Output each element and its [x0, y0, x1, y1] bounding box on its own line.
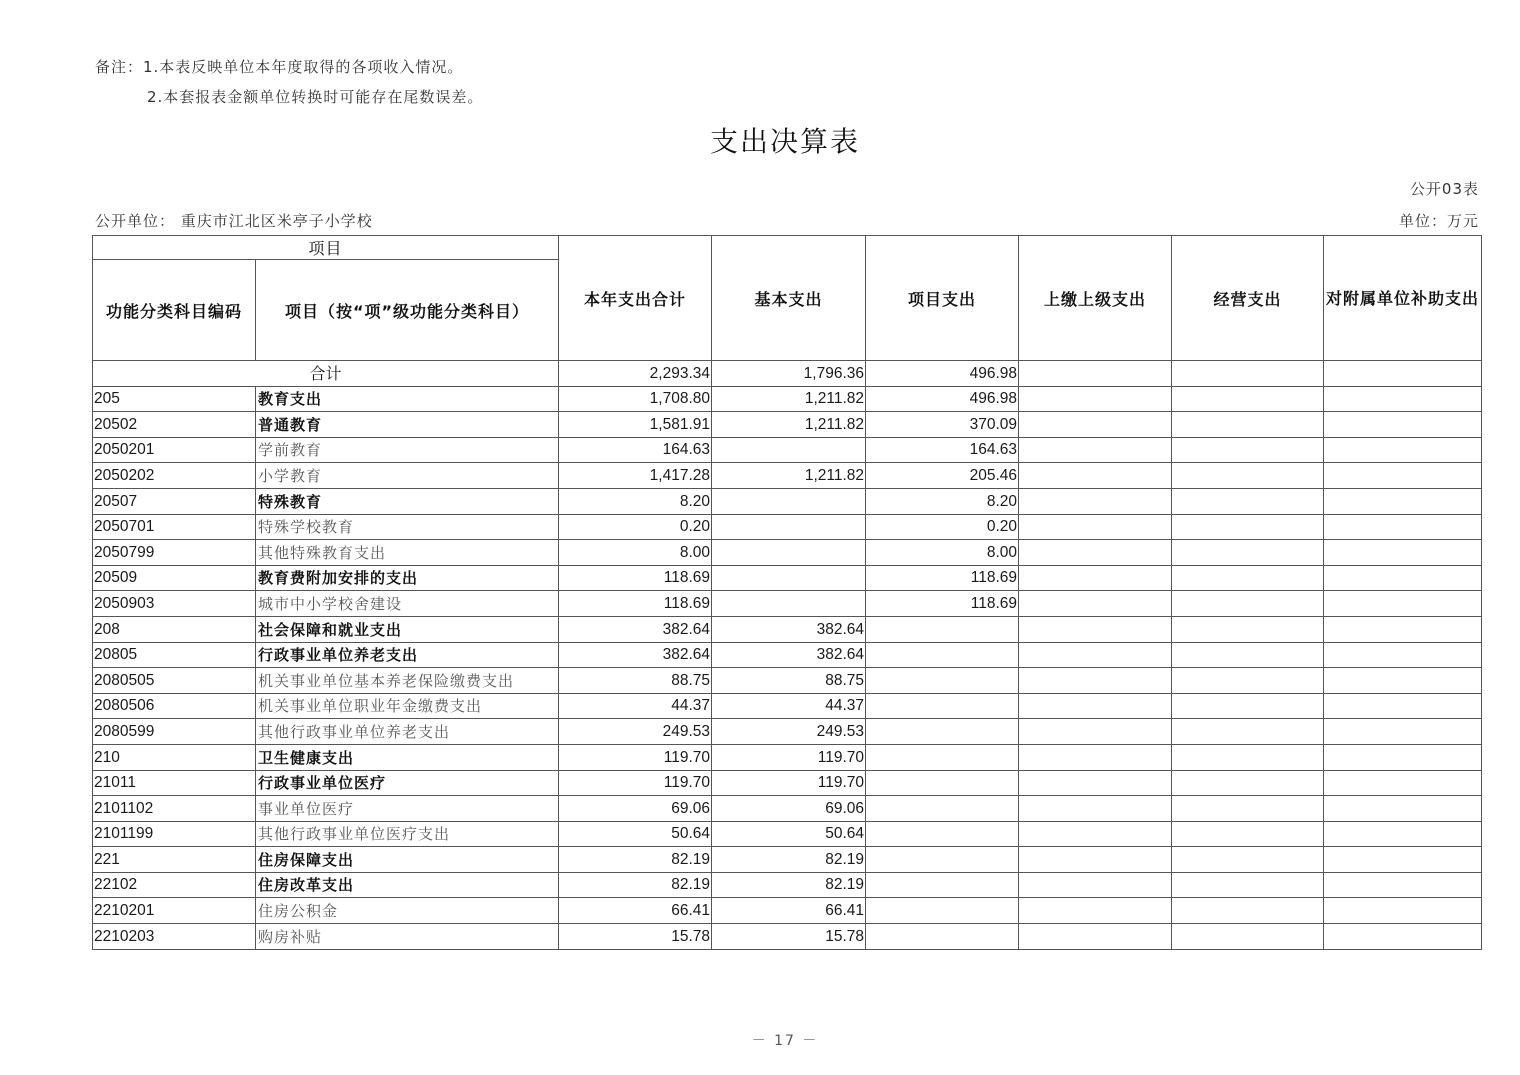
table-row [93, 437, 1482, 463]
table-row [93, 898, 1482, 924]
cell-business [1172, 514, 1324, 540]
cell-name: 城市中小学校舍建设 [256, 591, 559, 617]
cell-subsidy [1324, 386, 1482, 412]
cell-subsidy [1324, 847, 1482, 873]
cell-code: 20805 [93, 642, 256, 668]
header-code: 功能分类科目编码 [93, 260, 256, 361]
cell-project: 118.69 [866, 565, 1019, 591]
cell-code: 210 [93, 744, 256, 770]
cell-total: 1,581.91 [559, 412, 712, 438]
cell-name: 住房公积金 [256, 898, 559, 924]
table-row [93, 924, 1482, 950]
cell-project [866, 744, 1019, 770]
cell-name: 其他行政事业单位医疗支出 [256, 821, 559, 847]
cell-business [1172, 463, 1324, 489]
cell-code: 2050799 [93, 540, 256, 566]
cell-name: 行政事业单位医疗 [256, 770, 559, 796]
cell-project [866, 796, 1019, 822]
cell-code: 221 [93, 847, 256, 873]
cell-code: 2080599 [93, 719, 256, 745]
cell-upper [1019, 616, 1172, 642]
reporting-unit: 公开单位： 重庆市江北区米亭子小学校 [95, 212, 373, 230]
cell-project: 8.20 [866, 488, 1019, 514]
cell-total: 164.63 [559, 437, 712, 463]
cell-subsidy [1324, 898, 1482, 924]
cell-basic: 69.06 [712, 796, 866, 822]
cell-upper [1019, 847, 1172, 873]
cell-total: 118.69 [559, 565, 712, 591]
cell-total: 2,293.34 [559, 361, 712, 387]
header-project-expense: 项目支出 [866, 236, 1019, 361]
cell-project [866, 898, 1019, 924]
cell-basic: 50.64 [712, 821, 866, 847]
header-total: 本年支出合计 [559, 236, 712, 361]
cell-business [1172, 924, 1324, 950]
cell-basic [712, 488, 866, 514]
cell-name: 机关事业单位职业年金缴费支出 [256, 693, 559, 719]
table-row [93, 668, 1482, 694]
cell-code: 20507 [93, 488, 256, 514]
cell-code: 2050202 [93, 463, 256, 489]
table-row [93, 796, 1482, 822]
cell-subsidy [1324, 642, 1482, 668]
cell-upper [1019, 668, 1172, 694]
cell-code: 22102 [93, 872, 256, 898]
header-basic: 基本支出 [712, 236, 866, 361]
table-row [93, 386, 1482, 412]
cell-project: 8.00 [866, 540, 1019, 566]
cell-basic: 382.64 [712, 642, 866, 668]
table-body [93, 361, 1482, 950]
cell-upper [1019, 898, 1172, 924]
cell-code: 21011 [93, 770, 256, 796]
table-row [93, 488, 1482, 514]
cell-subsidy [1324, 796, 1482, 822]
cell-project: 205.46 [866, 463, 1019, 489]
cell-code: 2050903 [93, 591, 256, 617]
cell-business [1172, 770, 1324, 796]
cell-basic: 119.70 [712, 770, 866, 796]
table-row [93, 821, 1482, 847]
cell-name: 特殊学校教育 [256, 514, 559, 540]
cell-business [1172, 540, 1324, 566]
note-line-1: 备注：1.本表反映单位本年度取得的各项收入情况。 [95, 58, 464, 76]
expenditure-table [92, 235, 1482, 950]
cell-basic [712, 514, 866, 540]
cell-subsidy [1324, 540, 1482, 566]
cell-basic: 1,211.82 [712, 463, 866, 489]
cell-name: 事业单位医疗 [256, 796, 559, 822]
cell-total: 382.64 [559, 642, 712, 668]
cell-upper [1019, 488, 1172, 514]
table-row [93, 744, 1482, 770]
cell-business [1172, 898, 1324, 924]
cell-name: 社会保障和就业支出 [256, 616, 559, 642]
table-row [93, 616, 1482, 642]
cell-upper [1019, 872, 1172, 898]
table-number: 公开03表 [1409, 180, 1479, 198]
cell-upper [1019, 437, 1172, 463]
cell-business [1172, 412, 1324, 438]
cell-basic: 82.19 [712, 847, 866, 873]
cell-business [1172, 847, 1324, 873]
cell-name: 其他行政事业单位养老支出 [256, 719, 559, 745]
cell-total: 69.06 [559, 796, 712, 822]
table-row [93, 693, 1482, 719]
cell-total: 15.78 [559, 924, 712, 950]
table-row [93, 412, 1482, 438]
table-row [93, 847, 1482, 873]
table-row [93, 463, 1482, 489]
cell-total: 118.69 [559, 591, 712, 617]
table-row [93, 514, 1482, 540]
cell-basic: 1,796.36 [712, 361, 866, 387]
cell-name: 行政事业单位养老支出 [256, 642, 559, 668]
header-name: 项目（按“项”级功能分类科目） [256, 260, 559, 361]
cell-total: 0.20 [559, 514, 712, 540]
cell-business [1172, 386, 1324, 412]
cell-business [1172, 437, 1324, 463]
cell-total: 50.64 [559, 821, 712, 847]
cell-business [1172, 872, 1324, 898]
cell-upper [1019, 361, 1172, 387]
cell-name: 小学教育 [256, 463, 559, 489]
cell-code: 2050701 [93, 514, 256, 540]
cell-subsidy [1324, 616, 1482, 642]
cell-code: 2101199 [93, 821, 256, 847]
cell-business [1172, 591, 1324, 617]
header-subsidy: 对附属单位补助支出 [1324, 236, 1482, 361]
cell-total: 8.20 [559, 488, 712, 514]
cell-name: 机关事业单位基本养老保险缴费支出 [256, 668, 559, 694]
cell-subsidy [1324, 591, 1482, 617]
cell-subsidy [1324, 924, 1482, 950]
cell-code: 2080505 [93, 668, 256, 694]
total-label: 合计 [93, 361, 559, 387]
cell-upper [1019, 821, 1172, 847]
table-row [93, 719, 1482, 745]
cell-basic: 119.70 [712, 744, 866, 770]
cell-business [1172, 616, 1324, 642]
cell-basic [712, 591, 866, 617]
cell-project [866, 924, 1019, 950]
cell-upper [1019, 463, 1172, 489]
cell-name: 卫生健康支出 [256, 744, 559, 770]
cell-project: 164.63 [866, 437, 1019, 463]
cell-subsidy [1324, 412, 1482, 438]
cell-total: 88.75 [559, 668, 712, 694]
cell-basic: 249.53 [712, 719, 866, 745]
cell-name: 其他特殊教育支出 [256, 540, 559, 566]
note-line-2: 2.本套报表金额单位转换时可能存在尾数误差。 [147, 88, 484, 106]
cell-total: 66.41 [559, 898, 712, 924]
cell-total: 44.37 [559, 693, 712, 719]
cell-subsidy [1324, 463, 1482, 489]
cell-project: 0.20 [866, 514, 1019, 540]
cell-subsidy [1324, 668, 1482, 694]
cell-code: 2210203 [93, 924, 256, 950]
cell-total: 1,708.80 [559, 386, 712, 412]
cell-code: 20502 [93, 412, 256, 438]
cell-subsidy [1324, 437, 1482, 463]
cell-total: 82.19 [559, 847, 712, 873]
cell-business [1172, 361, 1324, 387]
table-row [93, 540, 1482, 566]
cell-business [1172, 719, 1324, 745]
cell-project [866, 668, 1019, 694]
cell-project [866, 770, 1019, 796]
cell-project: 496.98 [866, 386, 1019, 412]
cell-business [1172, 744, 1324, 770]
cell-project [866, 693, 1019, 719]
cell-project: 370.09 [866, 412, 1019, 438]
table-row [93, 872, 1482, 898]
cell-business [1172, 642, 1324, 668]
cell-upper [1019, 565, 1172, 591]
cell-basic [712, 540, 866, 566]
cell-name: 住房改革支出 [256, 872, 559, 898]
cell-name: 学前教育 [256, 437, 559, 463]
cell-business [1172, 796, 1324, 822]
cell-business [1172, 565, 1324, 591]
cell-name: 特殊教育 [256, 488, 559, 514]
cell-subsidy [1324, 693, 1482, 719]
cell-subsidy [1324, 872, 1482, 898]
table-header [93, 236, 1482, 361]
cell-upper [1019, 412, 1172, 438]
cell-subsidy [1324, 488, 1482, 514]
cell-project [866, 872, 1019, 898]
cell-basic: 15.78 [712, 924, 866, 950]
cell-name: 普通教育 [256, 412, 559, 438]
cell-business [1172, 668, 1324, 694]
cell-upper [1019, 924, 1172, 950]
cell-basic [712, 437, 866, 463]
cell-basic: 82.19 [712, 872, 866, 898]
cell-basic: 382.64 [712, 616, 866, 642]
currency-unit: 单位：万元 [1398, 212, 1479, 230]
cell-business [1172, 821, 1324, 847]
total-row [93, 361, 1482, 387]
cell-total: 249.53 [559, 719, 712, 745]
cell-upper [1019, 514, 1172, 540]
cell-name: 教育支出 [256, 386, 559, 412]
cell-total: 1,417.28 [559, 463, 712, 489]
cell-code: 2080506 [93, 693, 256, 719]
cell-name: 教育费附加安排的支出 [256, 565, 559, 591]
cell-code: 208 [93, 616, 256, 642]
cell-basic: 44.37 [712, 693, 866, 719]
cell-subsidy [1324, 770, 1482, 796]
page-number: － 17 － [751, 1033, 819, 1049]
cell-subsidy [1324, 361, 1482, 387]
cell-upper [1019, 744, 1172, 770]
cell-subsidy [1324, 565, 1482, 591]
cell-code: 205 [93, 386, 256, 412]
table-row [93, 642, 1482, 668]
cell-basic: 1,211.82 [712, 412, 866, 438]
cell-upper [1019, 386, 1172, 412]
cell-basic: 66.41 [712, 898, 866, 924]
table-row [93, 565, 1482, 591]
cell-upper [1019, 719, 1172, 745]
cell-code: 2050201 [93, 437, 256, 463]
cell-total: 8.00 [559, 540, 712, 566]
cell-code: 20509 [93, 565, 256, 591]
cell-project: 118.69 [866, 591, 1019, 617]
cell-project [866, 642, 1019, 668]
cell-project [866, 821, 1019, 847]
cell-total: 119.70 [559, 770, 712, 796]
cell-project [866, 719, 1019, 745]
cell-subsidy [1324, 744, 1482, 770]
header-business: 经营支出 [1172, 236, 1324, 361]
header-upper: 上缴上级支出 [1019, 236, 1172, 361]
cell-subsidy [1324, 719, 1482, 745]
cell-upper [1019, 796, 1172, 822]
cell-basic [712, 565, 866, 591]
cell-business [1172, 488, 1324, 514]
cell-code: 2210201 [93, 898, 256, 924]
cell-project [866, 847, 1019, 873]
cell-subsidy [1324, 514, 1482, 540]
page-title: 支出决算表 [709, 125, 860, 158]
cell-upper [1019, 770, 1172, 796]
cell-basic: 1,211.82 [712, 386, 866, 412]
cell-upper [1019, 693, 1172, 719]
cell-upper [1019, 540, 1172, 566]
cell-total: 82.19 [559, 872, 712, 898]
cell-project [866, 616, 1019, 642]
cell-project: 496.98 [866, 361, 1019, 387]
cell-basic: 88.75 [712, 668, 866, 694]
cell-business [1172, 693, 1324, 719]
cell-upper [1019, 642, 1172, 668]
cell-total: 119.70 [559, 744, 712, 770]
cell-subsidy [1324, 821, 1482, 847]
cell-name: 购房补贴 [256, 924, 559, 950]
table-row [93, 591, 1482, 617]
header-project: 项目 [93, 236, 559, 260]
cell-name: 住房保障支出 [256, 847, 559, 873]
cell-code: 2101102 [93, 796, 256, 822]
cell-upper [1019, 591, 1172, 617]
cell-total: 382.64 [559, 616, 712, 642]
table-row [93, 770, 1482, 796]
